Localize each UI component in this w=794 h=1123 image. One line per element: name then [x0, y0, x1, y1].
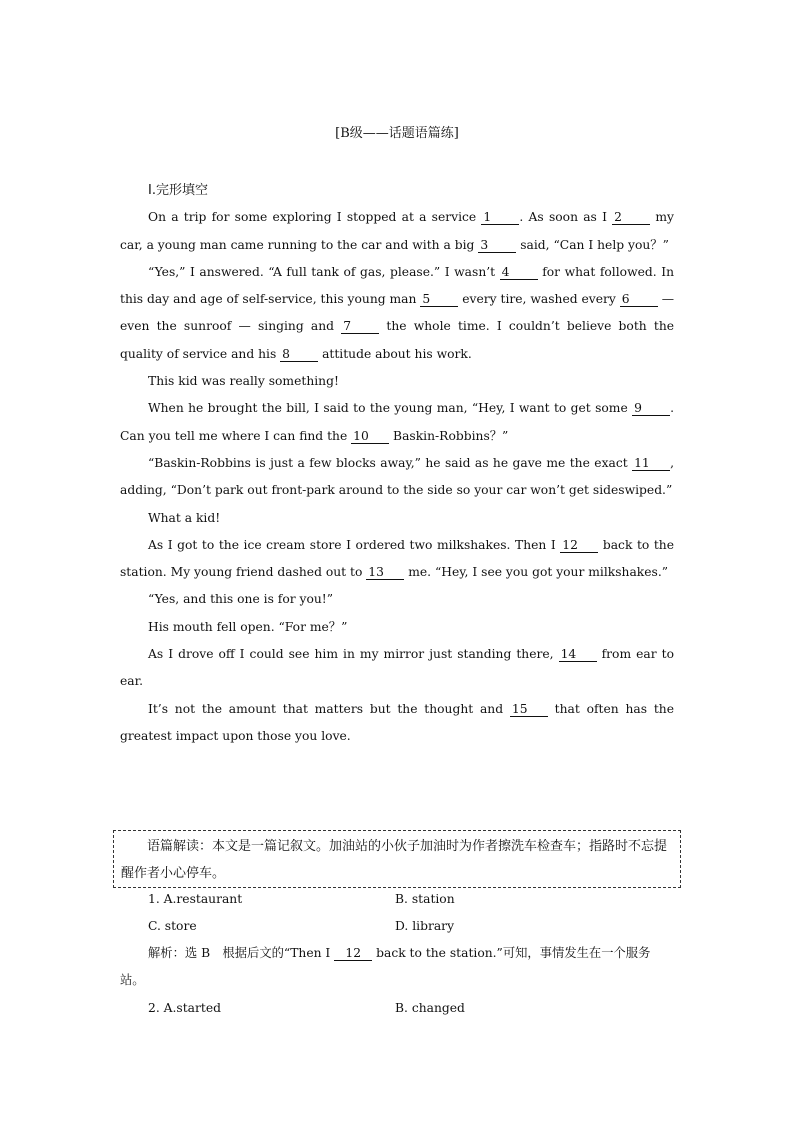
question-2-options	[148, 995, 668, 1022]
blank-4: 4	[500, 265, 538, 280]
analysis-blank-12: 12	[334, 946, 372, 961]
blank-7: 7	[341, 319, 379, 334]
option-1c: C. store	[148, 919, 197, 934]
blank-13: 13	[366, 565, 404, 580]
paragraph-10: As I drove off I could see him in my mirror just standing there, 14 from ear to ear.	[120, 647, 674, 689]
option-1a: 1. A.restaurant	[148, 892, 243, 906]
question-1-options	[148, 886, 668, 941]
blank-12: 12	[560, 538, 598, 553]
paragraph-3: This kid was really something!	[148, 374, 339, 389]
blank-1: 1	[481, 210, 519, 225]
paragraph-11: It’s not the amount that matters but the thought and 15 that often has the greatest impact upon those you love.	[120, 701, 674, 743]
blank-15: 15	[510, 702, 548, 717]
paragraph-9: His mouth fell open. “For me？”	[148, 619, 348, 634]
blank-3: 3	[478, 238, 516, 253]
paragraph-1: On a trip for some exploring I stopped at a service 1 . As soon as I 2 my car, a young man came running to the car and with a big 3 said, “Can I help you？”	[120, 210, 674, 252]
interpretation-text: 语篇解读：本文是一篇记叙文。加油站的小伙子加油时为作者擦洗车检查车；指路时不忘提醒作者小心停车。	[121, 839, 668, 881]
option-1b: B. station	[395, 892, 455, 906]
paragraph-7: As I got to the ice cream store I ordered two milkshakes. Then I 12 back to the station. My young friend dashed out to 13 me. “Hey, I see you got your milkshakes.”	[120, 537, 674, 580]
blank-2: 2	[612, 210, 650, 225]
passage-interpretation-box	[113, 830, 681, 888]
option-2b: B. changed	[395, 1001, 465, 1015]
blank-9: 9	[632, 401, 670, 416]
blank-6: 6	[620, 292, 658, 307]
cloze-passage	[120, 177, 674, 750]
page-title: [B级——话题语篇练]	[335, 126, 459, 141]
paragraph-5: “Baskin-Robbins is just a few blocks away,” he said as he gave me the exact 11 , adding, “Don’t park out front-park around to the side so your car won’t get sideswiped.”	[120, 455, 674, 498]
analysis-1: 解析：选 B 根据后文的“Then I 12 back to the station.”可知，事情发生在一个服务站。	[120, 946, 651, 988]
option-2a: 2. A.started	[148, 1001, 221, 1015]
section-heading: Ⅰ.完形填空	[148, 183, 208, 198]
blank-11: 11	[632, 456, 670, 471]
paragraph-4: When he brought the bill, I said to the young man, “Hey, I want to get some 9 . Can you tell me where I can find the 10 Baskin-Robbins？”	[120, 401, 674, 443]
blank-14: 14	[559, 647, 597, 662]
blank-8: 8	[280, 347, 318, 362]
blank-5: 5	[420, 292, 458, 307]
paragraph-8: “Yes, and this one is for you!”	[148, 592, 334, 607]
blank-10: 10	[351, 429, 389, 444]
paragraph-2: “Yes,” I answered. “A full tank of gas, please.” I wasn’t 4 for what followed. In this day and age of self-service, this young man 5 every tire, washed every 6 — even the sunroof — singing and 7 the whole time. I couldn’t believe both the quality of service and his 8 attitude about his work.	[120, 264, 675, 361]
option-1d: D. library	[395, 919, 455, 934]
paragraph-6: What a kid!	[148, 510, 221, 525]
